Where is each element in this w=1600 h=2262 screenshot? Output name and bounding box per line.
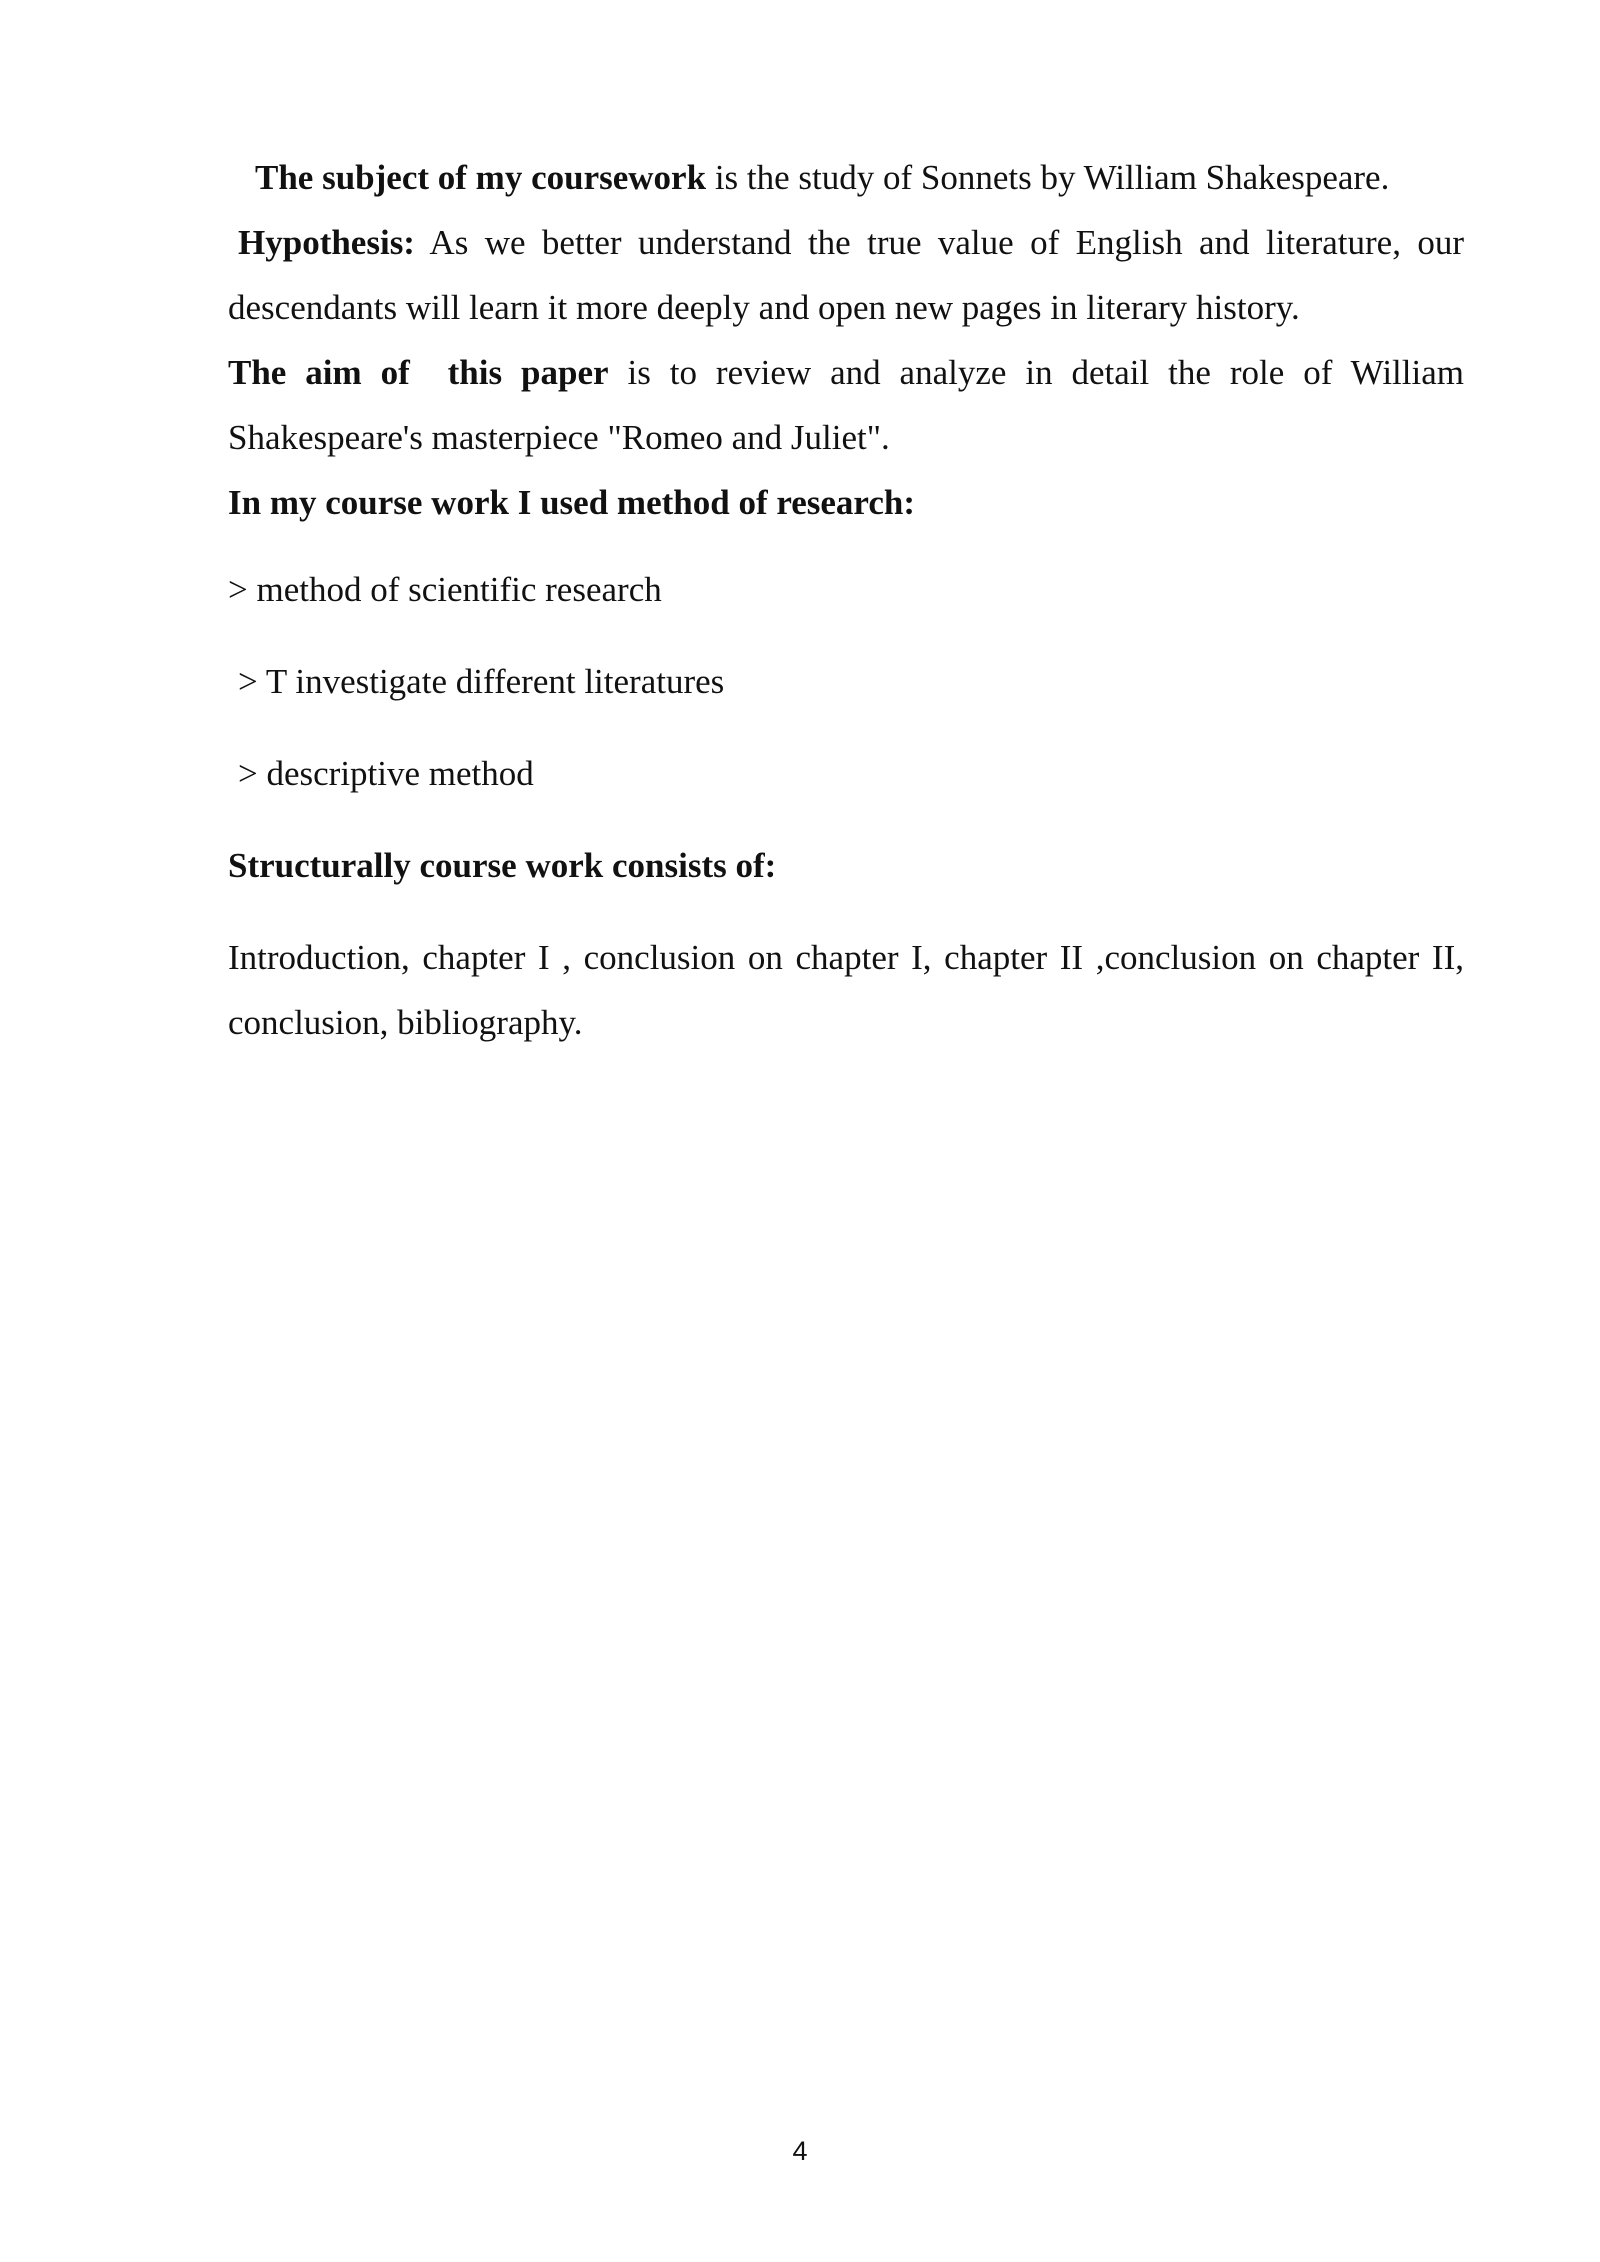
aim-label: The aim of this paper [228,353,609,392]
aim-text: is to review and analyze in detail the role of William Shakespeare's masterpiece "Romeo and Juliet". [228,353,1464,457]
method-item: > descriptive method [238,754,534,793]
structure-heading: Structurally course work consists of: [228,846,777,885]
hypothesis-paragraph [228,210,1464,340]
hypothesis-label: Hypothesis: [238,223,415,262]
aim-paragraph [228,340,1464,470]
subject-text: is the study of Sonnets by William Shakespeare. [706,158,1390,197]
page-content [228,145,1464,1055]
subject-label: The subject of my coursework [255,158,707,197]
methods-heading: In my course work I used method of research: [228,483,915,522]
method-item: > method of scientific research [228,570,662,609]
subject-paragraph [228,145,1464,210]
page-number: 4 [792,2136,808,2166]
structure-paragraph: Introduction, chapter I , conclusion on chapter I, chapter II ,conclusion on chapter II, conclusion, bibliography. [228,938,1464,1042]
method-item: > T investigate different literatures [238,662,725,701]
hypothesis-text: As we better understand the true value of English and literature, our descendants will learn it more deeply and open new pages in literary history. [228,223,1464,327]
